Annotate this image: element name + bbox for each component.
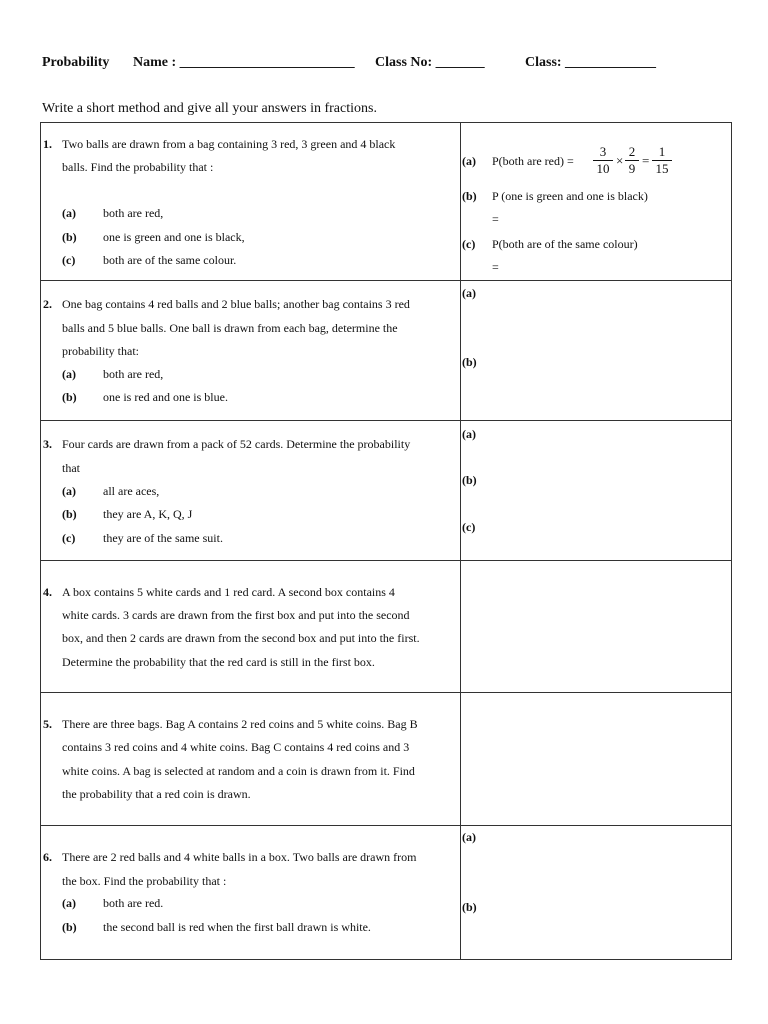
question-text-line: There are three bags. Bag A contains 2 red coins and 5 white coins. Bag B — [62, 717, 418, 731]
row-divider — [41, 420, 731, 421]
part-text: they are A, K, Q, J — [103, 507, 193, 521]
question-text-line: Four cards are drawn from a pack of 52 cards. Determine the probability — [62, 437, 411, 451]
instructions: Write a short method and give all your answers in fractions. — [42, 101, 377, 116]
question-text-line: A box contains 5 white cards and 1 red card. A second box contains 4 — [62, 585, 395, 599]
fraction — [625, 144, 639, 177]
answer-text: P(both are of the same colour) — [492, 237, 638, 251]
part-text: both are red. — [103, 896, 164, 910]
question-number: 6. — [43, 850, 52, 864]
part-text: both are red, — [103, 367, 164, 381]
question-text-line: that — [62, 461, 80, 475]
question-text-line: There are 2 red balls and 4 white balls in a box. Two balls are drawn from — [62, 850, 417, 864]
answer-text: P(both are red) = — [492, 154, 574, 168]
question-number: 3. — [43, 437, 52, 451]
answer-label: (a) — [462, 286, 476, 300]
part-text: one is green and one is black, — [103, 230, 245, 244]
row-divider — [41, 560, 731, 561]
question-text-line: white cards. 3 cards are drawn from the first box and put into the second — [62, 608, 410, 622]
part-label: (a) — [62, 896, 76, 910]
part-text: one is red and one is blue. — [103, 390, 228, 404]
answer-label: (b) — [462, 473, 477, 487]
part-label: (a) — [62, 367, 76, 381]
answer-text: P (one is green and one is black) — [492, 189, 648, 203]
times-sign: × — [616, 153, 624, 168]
equals-sign: = — [642, 153, 650, 168]
question-text-line: Two balls are drawn from a bag containing 3 red, 3 green and 4 black — [62, 137, 396, 151]
part-text: both are of the same colour. — [103, 253, 237, 267]
fraction — [652, 144, 672, 177]
column-divider — [460, 123, 461, 959]
numerator: 2 — [625, 144, 639, 161]
answer-label: (a) — [462, 427, 476, 441]
row-divider — [41, 280, 731, 281]
denominator: 15 — [655, 161, 669, 176]
numerator: 3 — [593, 144, 613, 161]
name-field[interactable]: Name : _________________________ — [133, 55, 355, 70]
question-number: 5. — [43, 717, 52, 731]
denominator: 10 — [596, 161, 610, 176]
answer-equals: = — [492, 260, 499, 274]
answer-label: (b) — [462, 189, 477, 203]
question-text-line: balls. Find the probability that : — [62, 160, 214, 174]
question-number: 4. — [43, 585, 52, 599]
question-table — [40, 122, 732, 960]
answer-label: (a) — [462, 154, 476, 168]
part-label: (c) — [62, 253, 76, 267]
answer-equals: = — [492, 212, 499, 226]
part-text: the second ball is red when the first ball drawn is white. — [103, 920, 371, 934]
row-divider — [41, 825, 731, 826]
part-label: (a) — [62, 484, 76, 498]
question-number: 2. — [43, 297, 52, 311]
answer-label: (b) — [462, 900, 477, 914]
part-label: (a) — [62, 206, 76, 220]
fraction — [593, 144, 613, 177]
question-text-line: probability that: — [62, 344, 139, 358]
class-field[interactable]: Class: _____________ — [525, 55, 657, 70]
question-text-line: balls and 5 blue balls. One ball is drawn from each bag, determine the — [62, 321, 398, 335]
class-number-field[interactable]: Class No: _______ — [375, 55, 485, 70]
question-text-line: the probability that a red coin is drawn. — [62, 787, 251, 801]
part-label: (b) — [62, 390, 77, 404]
answer-label: (a) — [462, 830, 476, 844]
part-text: both are red, — [103, 206, 164, 220]
numerator: 1 — [652, 144, 672, 161]
denominator: 9 — [628, 161, 636, 176]
question-text-line: box, and then 2 cards are drawn from the second box and put into the first. — [62, 631, 420, 645]
part-label: (b) — [62, 230, 77, 244]
part-label: (b) — [62, 507, 77, 521]
question-text-line: contains 3 red coins and 4 white coins. Bag C contains 4 red coins and 3 — [62, 740, 410, 754]
question-text-line: One bag contains 4 red balls and 2 blue balls; another bag contains 3 red — [62, 297, 410, 311]
answer-label: (c) — [462, 237, 476, 251]
question-text-line: Determine the probability that the red card is still in the first box. — [62, 655, 375, 669]
answer-label: (b) — [462, 355, 477, 369]
question-text-line: the box. Find the probability that : — [62, 874, 227, 888]
part-label: (c) — [62, 531, 76, 545]
part-text: all are aces, — [103, 484, 160, 498]
subject-title: Probability — [42, 55, 110, 70]
answer-label: (c) — [462, 520, 476, 534]
part-text: they are of the same suit. — [103, 531, 223, 545]
question-number: 1. — [43, 137, 52, 151]
part-label: (b) — [62, 920, 77, 934]
row-divider — [41, 692, 731, 693]
question-text-line: white coins. A bag is selected at random and a coin is drawn from it. Find — [62, 764, 415, 778]
